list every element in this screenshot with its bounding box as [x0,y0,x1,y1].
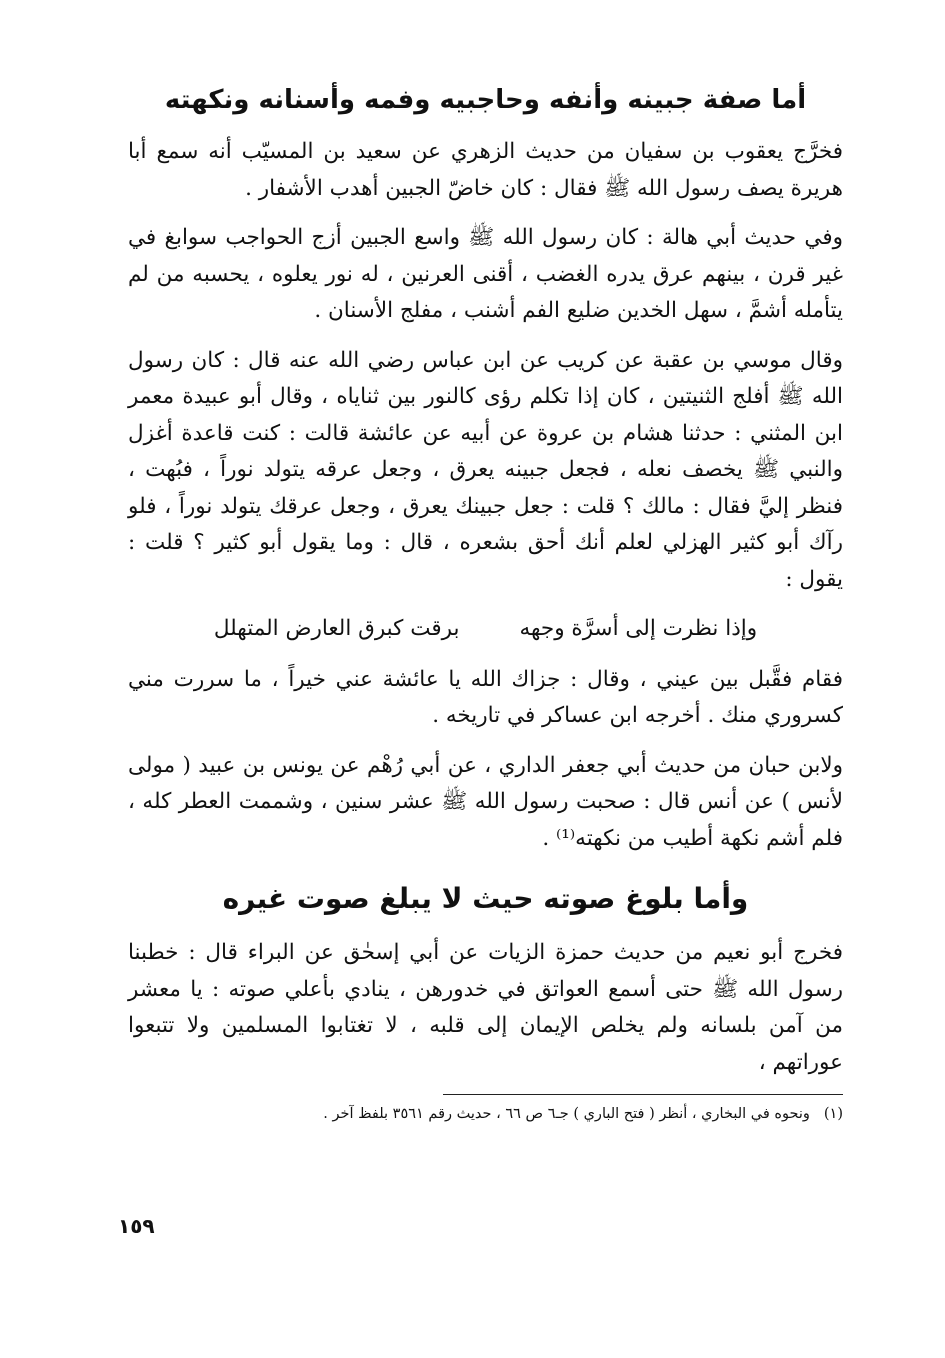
paragraph: وفي حديث أبي هالة : كان رسول الله ﷺ واسع الجبين أزج الحواجب سوابغ في غير قرن ، بينهم عرق يدره الغضب ، أقنى العرنين ، له نور يعلوه ، يحسبه من لم يتأمله أشمَّ ، سهل الخدين ضليع الفم أشنب ، مفلج الأسنان . [128,225,843,323]
page-number: ١٥٩ [118,1214,155,1238]
footnote-text: ونحوه في البخاري ، أنظر ( فتح الباري ) جـ٦ ص ٦٦ ، حديث رقم ٣٥٦١ بلفظ آخر . [323,1106,810,1122]
paragraph: فخرج أبو نعيم من حديث حمزة الزيات عن أبي إسحٰق عن البراء قال : خطبنا رسول الله ﷺ حتى أسمع العواتق في خدورهن ، ينادي بأعلي صوته : يا معشر من آمن بلسانه ولم يخلص الإيمان إلى قلبه ، لا تغتابوا المسلمين ولا تتبعوا عوراتهم ، [128,940,843,1075]
footnote-marker: (١) [823,1106,843,1122]
section-title: أما صفة جبينه وأنفه وحاجبيه وفمه وأسنانه ونكهته [164,85,807,115]
paragraph: فقام فقَّبل بين عيني ، وقال : جزاك الله يا عائشة عني خيراً ، ما سررت مني كسروري منك . أخرجه ابن عساكر في تاريخه . [128,666,843,728]
section-title: وأما بلوغ صوته حيث لا يبلغ صوت غيره [222,882,749,915]
footnote-divider [443,1094,843,1095]
page-body [128,80,843,1125]
footnote [128,1103,843,1125]
verse-first-hemistich: وإذا نظرت إلى أسرَّة وجهه [519,616,758,641]
paragraph: ولابن حبان من حديث أبي جعفر الداري ، عن أبي رُهْم عن يونس بن عبيد ( مولى لأنس ) عن أنس قال : صحبت رسول الله ﷺ عشر سنين ، وشممت العطر كله ، فلم أشم نكهة أطيب من نكهته⁽¹⁾ . [128,752,843,851]
paragraph: وقال موسي بن عقبة عن كريب عن ابن عباس رضي الله عنه قال : كان رسول الله ﷺ أفلج الثنيتين ، كان إذا تكلم رؤى كالنور بين ثناياه ، وقال أبو عبيدة معمر ابن المثني : حدثنا هشام بن عروة عن أبيه عن عائشة قالت : كنت قاعدة أغزل والنبي ﷺ يخصف نعله ، فجعل جبينه يعرق ، وجعل عرقه يتولد نوراً ، فبُهت ، فنظر إليَّ فقال : مالك ؟ قلت : جعل جبينك يعرق ، وجعل عرقك يتولد نوراً ، فلو رآك أبو كثير الهزلي لعلم أنك أحق بشعره ، قال : وما يقول أبو كثير ؟ قلت : يقول : [128,347,843,592]
poetry-verse [128,611,843,648]
paragraph: فخرَّج يعقوب بن سفيان من حديث الزهري عن سعيد بن المسيّب أنه سمع أبا هريرة يصف رسول الله ﷺ فقال : كان خاضّ الجبين أهدب الأشفار . [128,139,843,201]
verse-second-hemistich: برقت كبرق العارض المتهلل [213,616,460,641]
